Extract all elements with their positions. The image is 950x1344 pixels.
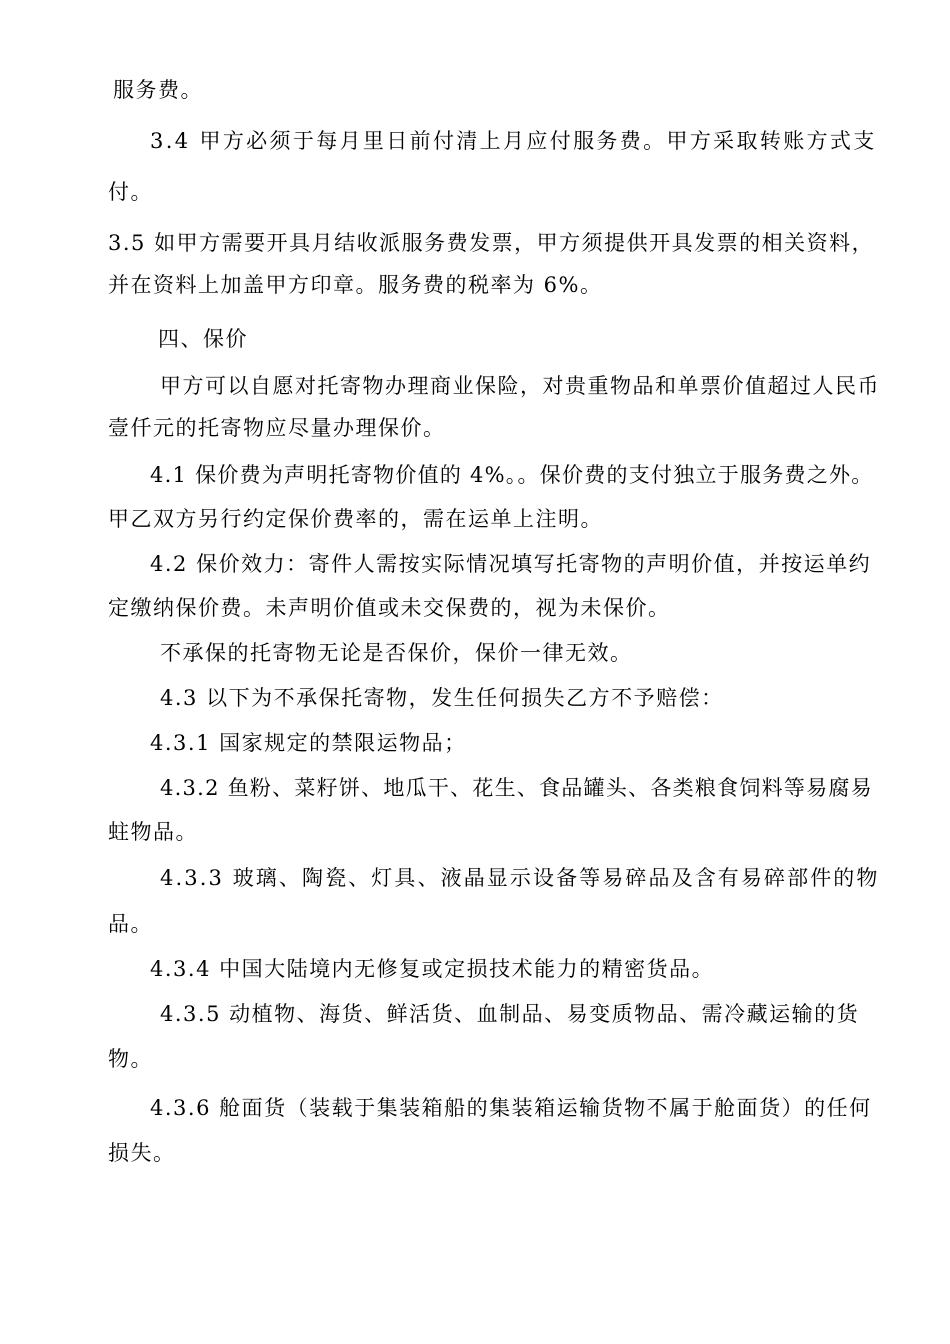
text-line: 3.4 甲方必须于每月里日前付清上月应付服务费。甲方采取转账方式支 (150, 129, 877, 153)
text-line: 4.3 以下为不承保托寄物，发生任何损失乙方不予赔偿： (160, 686, 724, 710)
text-line: 4.3.1 国家规定的禁限运物品； (150, 731, 467, 755)
text-line: 物。 (108, 1047, 153, 1071)
text-line: 定缴纳保价费。未声明价值或未交保费的，视为未保价。 (108, 596, 671, 620)
text-line: 4.3.6 舱面货（装载于集装箱船的集装箱运输货物不属于舱面货）的任何 (150, 1096, 872, 1120)
text-line: 并在资料上加盖甲方印章。服务费的税率为 6%。 (108, 273, 603, 297)
text-line: 4.3.4 中国大陆境内无修复或定损技术能力的精密货品。 (150, 957, 715, 981)
text-line: 4.2 保价效力：寄件人需按实际情况填写托寄物的声明价值，并按运单约 (150, 552, 872, 576)
text-line: 损失。 (108, 1141, 176, 1165)
text-line: 服务费。 (113, 78, 203, 102)
text-line: 付。 (108, 180, 153, 204)
text-line: 4.3.2 鱼粉、菜籽饼、地瓜干、花生、食品罐头、各类粮食饲料等易腐易 (160, 776, 873, 800)
text-line: 4.3.3 玻璃、陶瓷、灯具、液晶显示设备等易碎品及含有易碎部件的物 (160, 866, 880, 890)
text-line: 甲乙双方另行约定保价费率的，需在运单上注明。 (108, 507, 603, 531)
text-line: 4.1 保价费为声明托寄物价值的 4%。。保价费的支付独立于服务费之外。 (150, 463, 874, 487)
text-line: 甲方可以自愿对托寄物办理商业保险，对贵重物品和单票价值超过人民币 (160, 374, 880, 398)
text-line: 品。 (108, 912, 153, 936)
text-line: 4.3.5 动植物、海货、鲜活货、血制品、易变质物品、需冷藏运输的货 (160, 1002, 860, 1026)
text-line: 3.5 如甲方需要开具月结收派服务费发票，甲方须提供开具发票的相关资料， (108, 231, 875, 255)
text-line: 不承保的托寄物无论是否保价，保价一律无效。 (160, 641, 633, 665)
text-line: 壹仟元的托寄物应尽量办理保价。 (108, 416, 446, 440)
text-line: 蛀物品。 (108, 820, 198, 844)
section-heading: 四、保价 (158, 327, 248, 351)
